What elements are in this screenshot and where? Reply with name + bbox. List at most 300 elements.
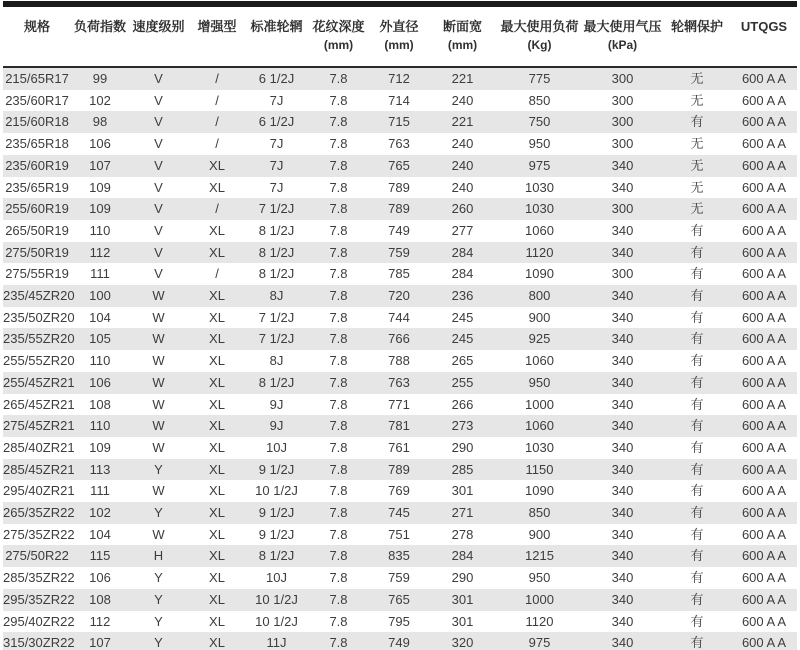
table-row [3, 589, 797, 611]
cell-spec: 285/45ZR21 [3, 461, 75, 477]
cell-max_load: 925 [528, 331, 551, 347]
cell-max_pressure: 340 [611, 505, 634, 521]
cell-max_load: 900 [528, 526, 551, 542]
cell-tread_depth: 7.8 [329, 483, 348, 499]
column-header-max_pressure [582, 7, 663, 67]
cell-section_width: 301 [451, 483, 474, 499]
cell-speed_rating: Y [154, 570, 163, 586]
table-row [3, 198, 797, 220]
cell-standard_rim: 11J [266, 635, 287, 650]
cell-speed_rating: V [154, 114, 163, 130]
cell-standard_rim: 9 1/2J [258, 461, 295, 477]
cell-rim_protection: 有 [690, 526, 704, 542]
cell-spec: 255/60R19 [5, 201, 69, 217]
cell-rim_protection: 有 [690, 244, 704, 260]
cell-max_pressure: 340 [611, 635, 634, 650]
cell-load_index: 99 [92, 71, 108, 86]
column-unit: (Kg) [527, 38, 552, 52]
cell-standard_rim: 7J [269, 136, 284, 152]
cell-reinforced: XL [209, 613, 225, 629]
cell-utqgs: 600 A A [741, 505, 787, 521]
cell-speed_rating: V [154, 201, 163, 217]
cell-max_pressure: 340 [611, 439, 634, 455]
cell-section_width: 266 [451, 396, 474, 412]
cell-standard_rim: 9 1/2J [258, 505, 295, 521]
table-row [3, 67, 797, 90]
cell-outer_diameter: 763 [388, 374, 410, 390]
cell-max_pressure: 340 [611, 353, 634, 369]
cell-section_width: 245 [451, 309, 474, 325]
cell-standard_rim: 7 1/2J [258, 201, 295, 217]
cell-utqgs: 600 A A [741, 266, 787, 282]
cell-spec: 315/30ZR22 [3, 635, 75, 650]
cell-utqgs: 600 A A [741, 244, 787, 260]
tire-spec-page [0, 1, 800, 650]
cell-load_index: 111 [90, 483, 110, 499]
cell-reinforced: / [215, 92, 219, 108]
cell-tread_depth: 7.8 [329, 353, 348, 369]
cell-outer_diameter: 759 [388, 244, 410, 260]
column-header-speed_rating [129, 7, 188, 67]
cell-speed_rating: W [152, 353, 165, 369]
column-header-rim_protection [663, 7, 731, 67]
cell-outer_diameter: 771 [388, 396, 410, 412]
cell-speed_rating: V [154, 244, 163, 260]
cell-max_load: 1150 [525, 461, 554, 477]
cell-tread_depth: 7.8 [329, 570, 348, 586]
cell-standard_rim: 8J [269, 353, 284, 369]
cell-reinforced: / [215, 266, 219, 282]
cell-section_width: 284 [451, 266, 474, 282]
cell-rim_protection: 无 [690, 157, 704, 173]
cell-spec: 285/40ZR21 [3, 439, 75, 455]
cell-max_load: 750 [528, 114, 551, 130]
cell-speed_rating: W [152, 331, 165, 347]
cell-max_load: 1000 [525, 396, 554, 412]
cell-spec: 215/65R17 [5, 71, 69, 86]
cell-tread_depth: 7.8 [329, 505, 348, 521]
cell-max_load: 775 [528, 71, 551, 86]
cell-outer_diameter: 749 [388, 222, 410, 238]
cell-utqgs: 600 A A [741, 179, 787, 195]
cell-tread_depth: 7.8 [329, 461, 348, 477]
cell-reinforced: XL [209, 526, 225, 542]
cell-section_width: 277 [451, 222, 474, 238]
cell-utqgs: 600 A A [741, 331, 787, 347]
cell-load_index: 102 [89, 505, 111, 521]
cell-outer_diameter: 749 [388, 635, 410, 650]
cell-reinforced: XL [209, 288, 225, 304]
column-label: 最大使用气压 [583, 19, 662, 34]
cell-utqgs: 600 A A [741, 71, 787, 86]
cell-load_index: 111 [90, 266, 110, 282]
cell-rim_protection: 有 [690, 114, 704, 130]
table-row [3, 242, 797, 264]
cell-spec: 275/55R19 [5, 266, 69, 282]
tire-spec-table [3, 7, 797, 650]
cell-max_load: 1060 [525, 418, 554, 434]
cell-standard_rim: 10J [266, 439, 287, 455]
cell-outer_diameter: 781 [388, 418, 410, 434]
table-row [3, 220, 797, 242]
column-unit: (mm) [447, 38, 478, 52]
cell-max_pressure: 300 [611, 201, 634, 217]
cell-max_pressure: 340 [611, 222, 634, 238]
cell-rim_protection: 有 [690, 288, 704, 304]
cell-standard_rim: 6 1/2J [258, 114, 295, 130]
cell-standard_rim: 7J [269, 157, 284, 173]
cell-outer_diameter: 759 [388, 570, 410, 586]
cell-standard_rim: 8 1/2J [258, 222, 295, 238]
cell-max_load: 1120 [525, 244, 554, 260]
cell-section_width: 285 [451, 461, 474, 477]
cell-max_load: 1215 [525, 548, 554, 564]
cell-reinforced: XL [209, 331, 225, 347]
column-header-utqgs [731, 7, 797, 67]
table-body [3, 67, 797, 650]
cell-standard_rim: 10 1/2J [255, 613, 298, 629]
cell-max_load: 1090 [525, 266, 554, 282]
cell-reinforced: XL [209, 635, 225, 650]
cell-outer_diameter: 765 [388, 591, 410, 607]
cell-section_width: 284 [451, 548, 474, 564]
cell-max_pressure: 340 [611, 157, 634, 173]
cell-spec: 295/35ZR22 [3, 591, 75, 607]
table-row [3, 394, 797, 416]
cell-section_width: 255 [451, 374, 474, 390]
cell-load_index: 105 [89, 331, 111, 347]
table-row [3, 372, 797, 394]
cell-outer_diameter: 835 [388, 548, 410, 564]
cell-rim_protection: 有 [690, 309, 704, 325]
cell-load_index: 106 [89, 570, 111, 586]
cell-max_pressure: 340 [611, 309, 634, 325]
cell-rim_protection: 有 [690, 418, 704, 434]
cell-load_index: 104 [89, 309, 111, 325]
cell-tread_depth: 7.8 [329, 374, 348, 390]
cell-rim_protection: 有 [690, 635, 704, 650]
cell-speed_rating: W [152, 483, 165, 499]
cell-standard_rim: 10 1/2J [255, 483, 298, 499]
cell-utqgs: 600 A A [741, 591, 787, 607]
column-header-outer_diameter [370, 7, 428, 67]
cell-load_index: 102 [89, 92, 111, 108]
cell-utqgs: 600 A A [741, 396, 787, 412]
cell-max_pressure: 300 [611, 136, 634, 152]
cell-max_load: 800 [528, 288, 551, 304]
cell-load_index: 108 [89, 591, 111, 607]
cell-max_pressure: 300 [611, 114, 634, 130]
cell-load_index: 112 [89, 613, 111, 629]
cell-speed_rating: W [152, 418, 165, 434]
cell-standard_rim: 9J [269, 396, 284, 412]
column-label: 规格 [23, 19, 50, 34]
cell-standard_rim: 7 1/2J [258, 331, 295, 347]
cell-rim_protection: 无 [690, 71, 704, 86]
column-label: 负荷指数 [73, 19, 126, 34]
cell-rim_protection: 有 [690, 505, 704, 521]
column-label: 最大使用负荷 [500, 19, 579, 34]
cell-max_pressure: 340 [611, 461, 634, 477]
cell-max_pressure: 300 [611, 266, 634, 282]
cell-max_load: 950 [528, 374, 551, 390]
table-header [3, 7, 797, 67]
table-row [3, 133, 797, 155]
cell-load_index: 109 [89, 201, 111, 217]
cell-max_pressure: 340 [611, 331, 634, 347]
cell-outer_diameter: 789 [388, 179, 410, 195]
cell-load_index: 113 [89, 461, 111, 477]
cell-spec: 235/60R17 [5, 92, 69, 108]
cell-spec: 265/45ZR21 [3, 396, 75, 412]
cell-outer_diameter: 789 [388, 201, 410, 217]
cell-standard_rim: 8 1/2J [258, 266, 295, 282]
cell-tread_depth: 7.8 [329, 114, 348, 130]
cell-section_width: 290 [451, 439, 474, 455]
cell-tread_depth: 7.8 [329, 288, 348, 304]
cell-utqgs: 600 A A [741, 114, 787, 130]
cell-max_load: 1120 [525, 613, 554, 629]
table-row [3, 459, 797, 481]
cell-speed_rating: V [154, 222, 163, 238]
cell-reinforced: / [215, 114, 219, 130]
cell-load_index: 110 [89, 353, 111, 369]
cell-tread_depth: 7.8 [329, 157, 348, 173]
column-header-load_index [71, 7, 129, 67]
cell-reinforced: XL [209, 591, 225, 607]
cell-reinforced: XL [209, 505, 225, 521]
cell-outer_diameter: 765 [388, 157, 410, 173]
cell-speed_rating: V [154, 179, 163, 195]
cell-spec: 235/55ZR20 [3, 331, 75, 347]
cell-outer_diameter: 789 [388, 461, 410, 477]
cell-utqgs: 600 A A [741, 526, 787, 542]
cell-utqgs: 600 A A [741, 136, 787, 152]
cell-speed_rating: V [154, 266, 163, 282]
cell-max_pressure: 340 [611, 483, 634, 499]
cell-speed_rating: V [154, 92, 163, 108]
cell-speed_rating: Y [154, 591, 163, 607]
cell-rim_protection: 有 [690, 331, 704, 347]
cell-tread_depth: 7.8 [329, 396, 348, 412]
cell-rim_protection: 有 [690, 461, 704, 477]
cell-reinforced: XL [209, 309, 225, 325]
cell-spec: 235/45ZR20 [3, 288, 75, 304]
cell-load_index: 112 [89, 244, 111, 260]
header-row [3, 7, 797, 67]
cell-max_load: 1060 [525, 222, 554, 238]
cell-standard_rim: 7J [269, 92, 284, 108]
cell-tread_depth: 7.8 [329, 179, 348, 195]
cell-max_load: 975 [528, 157, 551, 173]
cell-max_load: 950 [528, 570, 551, 586]
cell-spec: 275/35ZR22 [3, 526, 75, 542]
cell-reinforced: / [215, 71, 219, 86]
cell-standard_rim: 8 1/2J [258, 548, 295, 564]
table-row [3, 177, 797, 199]
cell-rim_protection: 有 [690, 548, 704, 564]
cell-rim_protection: 有 [690, 570, 704, 586]
cell-load_index: 98 [92, 114, 108, 130]
cell-load_index: 109 [89, 179, 111, 195]
cell-spec: 235/65R19 [5, 179, 69, 195]
cell-reinforced: XL [209, 157, 225, 173]
cell-max_pressure: 340 [611, 570, 634, 586]
cell-reinforced: XL [209, 396, 225, 412]
cell-speed_rating: V [154, 136, 163, 152]
cell-spec: 265/35ZR22 [3, 505, 75, 521]
cell-reinforced: / [215, 201, 219, 217]
cell-utqgs: 600 A A [741, 570, 787, 586]
cell-speed_rating: Y [154, 505, 163, 521]
column-unit: (mm) [384, 38, 414, 52]
cell-max_pressure: 340 [611, 613, 634, 629]
column-header-max_load [497, 7, 582, 67]
cell-section_width: 320 [451, 635, 474, 650]
cell-max_load: 1030 [525, 439, 554, 455]
cell-max_pressure: 300 [611, 92, 634, 108]
column-header-spec [3, 7, 71, 67]
cell-utqgs: 600 A A [741, 201, 787, 217]
table-row [3, 524, 797, 546]
column-header-standard_rim [246, 7, 307, 67]
cell-outer_diameter: 785 [388, 266, 410, 282]
table-row [3, 415, 797, 437]
cell-tread_depth: 7.8 [329, 331, 348, 347]
cell-load_index: 107 [89, 635, 111, 650]
cell-section_width: 278 [451, 526, 474, 542]
cell-standard_rim: 9J [269, 418, 284, 434]
cell-max_load: 1090 [525, 483, 554, 499]
cell-utqgs: 600 A A [741, 613, 787, 629]
column-label: 速度级别 [132, 19, 185, 34]
cell-tread_depth: 7.8 [329, 92, 348, 108]
table-row [3, 480, 797, 502]
cell-section_width: 240 [451, 157, 474, 173]
cell-max_load: 1000 [525, 591, 554, 607]
cell-max_load: 975 [528, 635, 551, 650]
cell-standard_rim: 8 1/2J [258, 374, 295, 390]
cell-section_width: 271 [451, 505, 474, 521]
cell-tread_depth: 7.8 [329, 613, 348, 629]
cell-utqgs: 600 A A [741, 222, 787, 238]
cell-outer_diameter: 769 [388, 483, 410, 499]
cell-spec: 235/50ZR20 [3, 309, 75, 325]
table-row [3, 328, 797, 350]
column-label: 断面宽 [442, 19, 482, 34]
cell-outer_diameter: 751 [388, 526, 410, 542]
cell-section_width: 245 [451, 331, 474, 347]
cell-reinforced: XL [209, 570, 225, 586]
cell-max_pressure: 340 [611, 548, 634, 564]
cell-utqgs: 600 A A [741, 157, 787, 173]
column-label: 外直径 [379, 19, 419, 34]
cell-outer_diameter: 745 [388, 505, 410, 521]
column-label: 标准轮辋 [250, 19, 303, 34]
cell-speed_rating: Y [154, 461, 163, 477]
column-header-tread_depth [307, 7, 370, 67]
cell-speed_rating: W [152, 526, 165, 542]
column-header-section_width [428, 7, 497, 67]
cell-tread_depth: 7.8 [329, 309, 348, 325]
cell-outer_diameter: 712 [388, 71, 410, 86]
table-row [3, 611, 797, 633]
cell-rim_protection: 有 [690, 439, 704, 455]
cell-standard_rim: 8J [269, 288, 284, 304]
cell-max_pressure: 340 [611, 288, 634, 304]
column-header-reinforced [188, 7, 246, 67]
cell-speed_rating: W [152, 288, 165, 304]
cell-spec: 275/45ZR21 [3, 418, 75, 434]
cell-max_load: 1030 [525, 201, 554, 217]
cell-utqgs: 600 A A [741, 353, 787, 369]
cell-outer_diameter: 761 [388, 439, 410, 455]
cell-utqgs: 600 A A [741, 374, 787, 390]
cell-reinforced: / [215, 136, 219, 152]
cell-max_pressure: 340 [611, 374, 634, 390]
cell-speed_rating: W [152, 374, 165, 390]
cell-utqgs: 600 A A [741, 461, 787, 477]
cell-max_load: 1030 [525, 179, 554, 195]
column-unit: (kPa) [607, 38, 638, 52]
column-unit: (mm) [323, 38, 354, 52]
cell-outer_diameter: 715 [388, 114, 410, 130]
cell-utqgs: 600 A A [741, 635, 787, 650]
table-row [3, 545, 797, 567]
cell-rim_protection: 有 [690, 591, 704, 607]
cell-outer_diameter: 744 [388, 309, 410, 325]
cell-tread_depth: 7.8 [329, 439, 348, 455]
cell-standard_rim: 7J [269, 179, 284, 195]
column-label: 增强型 [197, 19, 237, 34]
cell-spec: 265/50R19 [5, 222, 69, 238]
cell-tread_depth: 7.8 [329, 201, 348, 217]
cell-reinforced: XL [209, 244, 225, 260]
cell-rim_protection: 有 [690, 266, 704, 282]
cell-max_load: 900 [528, 309, 551, 325]
cell-spec: 295/40ZR22 [3, 613, 75, 629]
cell-outer_diameter: 763 [388, 136, 410, 152]
cell-tread_depth: 7.8 [329, 418, 348, 434]
table-row [3, 90, 797, 112]
cell-rim_protection: 无 [690, 201, 704, 217]
table-row [3, 111, 797, 133]
table-row [3, 567, 797, 589]
cell-tread_depth: 7.8 [329, 266, 348, 282]
cell-spec: 285/35ZR22 [3, 570, 75, 586]
cell-outer_diameter: 766 [388, 331, 410, 347]
cell-outer_diameter: 788 [388, 353, 410, 369]
cell-load_index: 115 [89, 548, 111, 564]
cell-reinforced: XL [209, 461, 225, 477]
cell-load_index: 107 [89, 157, 111, 173]
cell-section_width: 221 [451, 114, 474, 130]
cell-max_load: 1060 [525, 353, 554, 369]
column-label: 轮辋保护 [670, 19, 723, 34]
table-row [3, 502, 797, 524]
cell-spec: 275/50R22 [5, 548, 69, 564]
cell-load_index: 110 [89, 222, 111, 238]
cell-rim_protection: 无 [690, 179, 704, 195]
cell-reinforced: XL [209, 374, 225, 390]
cell-tread_depth: 7.8 [329, 244, 348, 260]
cell-standard_rim: 10 1/2J [255, 591, 298, 607]
table-row [3, 307, 797, 329]
cell-max_load: 850 [528, 505, 551, 521]
cell-reinforced: XL [209, 548, 225, 564]
cell-load_index: 100 [89, 288, 111, 304]
cell-max_pressure: 340 [611, 244, 634, 260]
